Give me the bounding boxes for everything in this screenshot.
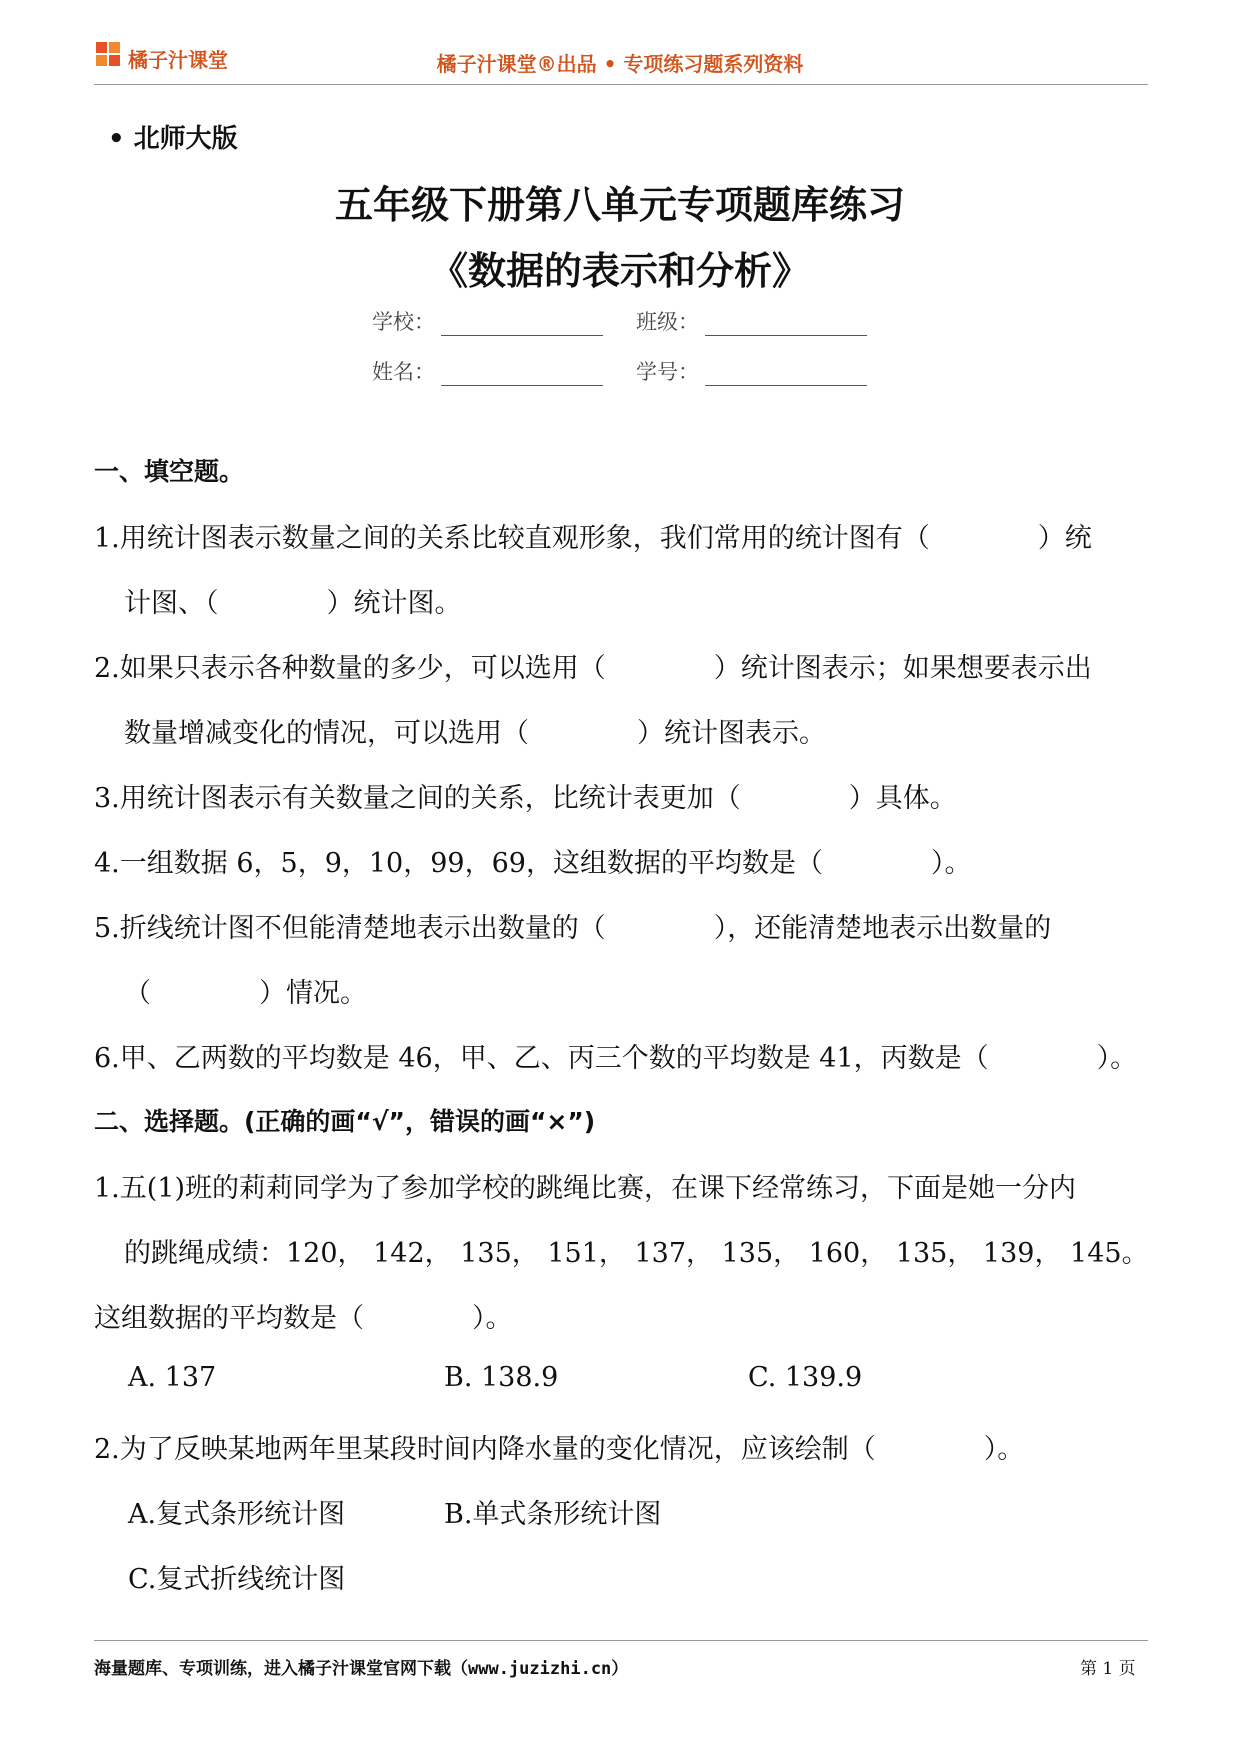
option-a[interactable]: A.复式条形统计图 xyxy=(128,1499,346,1530)
student-no-field xyxy=(636,356,867,386)
name-label: 姓名： xyxy=(372,360,435,384)
school-blank[interactable] xyxy=(441,313,603,336)
choice-question-1-line-3: 这组数据的平均数是（ ）。 xyxy=(94,1303,513,1334)
option-c[interactable]: C.复式折线统计图 xyxy=(128,1564,346,1595)
header-title: 橘子汁课堂®出品 • 专项练习题系列资料 xyxy=(436,52,804,76)
page-subtitle: 《数据的表示和分析》 xyxy=(429,249,810,293)
footer-divider xyxy=(94,1640,1148,1641)
class-field xyxy=(636,306,867,336)
page-number: 第 1 页 xyxy=(1080,1659,1136,1679)
student-no-blank[interactable] xyxy=(705,363,867,386)
question-4: 4.一组数据 6，5，9，10，99，69，这组数据的平均数是（ ）。 xyxy=(94,848,972,879)
school-label: 学校： xyxy=(372,310,435,334)
class-label: 班级： xyxy=(636,310,699,334)
option-b[interactable]: B. 138.9 xyxy=(444,1362,559,1393)
question-1-line-2: 计图、（ ）统计图。 xyxy=(124,588,462,619)
header-divider xyxy=(94,84,1148,85)
option-b[interactable]: B.单式条形统计图 xyxy=(444,1499,662,1530)
brand-name: 橘子汁课堂 xyxy=(128,48,228,72)
question-3: 3.用统计图表示有关数量之间的关系，比统计表更加（ ）具体。 xyxy=(94,783,957,814)
question-1-line-1: 1.用统计图表示数量之间的关系比较直观形象，我们常用的统计图有（ ）统 xyxy=(94,523,1092,554)
name-blank[interactable] xyxy=(441,363,603,386)
choice-question-2: 2.为了反映某地两年里某段时间内降水量的变化情况，应该绘制（ ）。 xyxy=(94,1434,1025,1465)
question-5-line-2: （ ）情况。 xyxy=(124,978,367,1009)
student-no-label: 学号： xyxy=(636,360,699,384)
question-2-line-2: 数量增减变化的情况，可以选用（ ）统计图表示。 xyxy=(124,718,826,749)
choice-question-1-line-1: 1.五(1)班的莉莉同学为了参加学校的跳绳比赛，在课下经常练习，下面是她一分内 xyxy=(94,1173,1077,1204)
section-heading: 二、选择题。(正确的画“√”，错误的画“×”) xyxy=(94,1107,596,1136)
class-blank[interactable] xyxy=(705,313,867,336)
option-c[interactable]: C. 139.9 xyxy=(748,1362,863,1393)
option-a[interactable]: A. 137 xyxy=(128,1362,217,1393)
footer-text: 海量题库、专项训练，进入橘子汁课堂官网下载（www.juzizhi.cn） xyxy=(94,1659,629,1679)
section-heading: 一、填空题。 xyxy=(94,457,245,486)
choice-question-1-line-2: 的跳绳成绩：120， 142， 135， 151， 137， 135， 160， 135， 139， 145。 xyxy=(124,1238,1149,1269)
question-6: 6.甲、乙两数的平均数是 46，甲、乙、丙三个数的平均数是 41，丙数是（ ）。 xyxy=(94,1043,1138,1074)
question-2-line-1: 2.如果只表示各种数量的多少，可以选用（ ）统计图表示；如果想要表示出 xyxy=(94,653,1092,684)
name-field xyxy=(372,356,603,386)
question-5-line-1: 5.折线统计图不但能清楚地表示出数量的（ ），还能清楚地表示出数量的 xyxy=(94,913,1052,944)
school-field xyxy=(372,306,603,336)
edition-label: • 北师大版 xyxy=(108,124,238,154)
page-title: 五年级下册第八单元专项题库练习 xyxy=(334,183,905,227)
